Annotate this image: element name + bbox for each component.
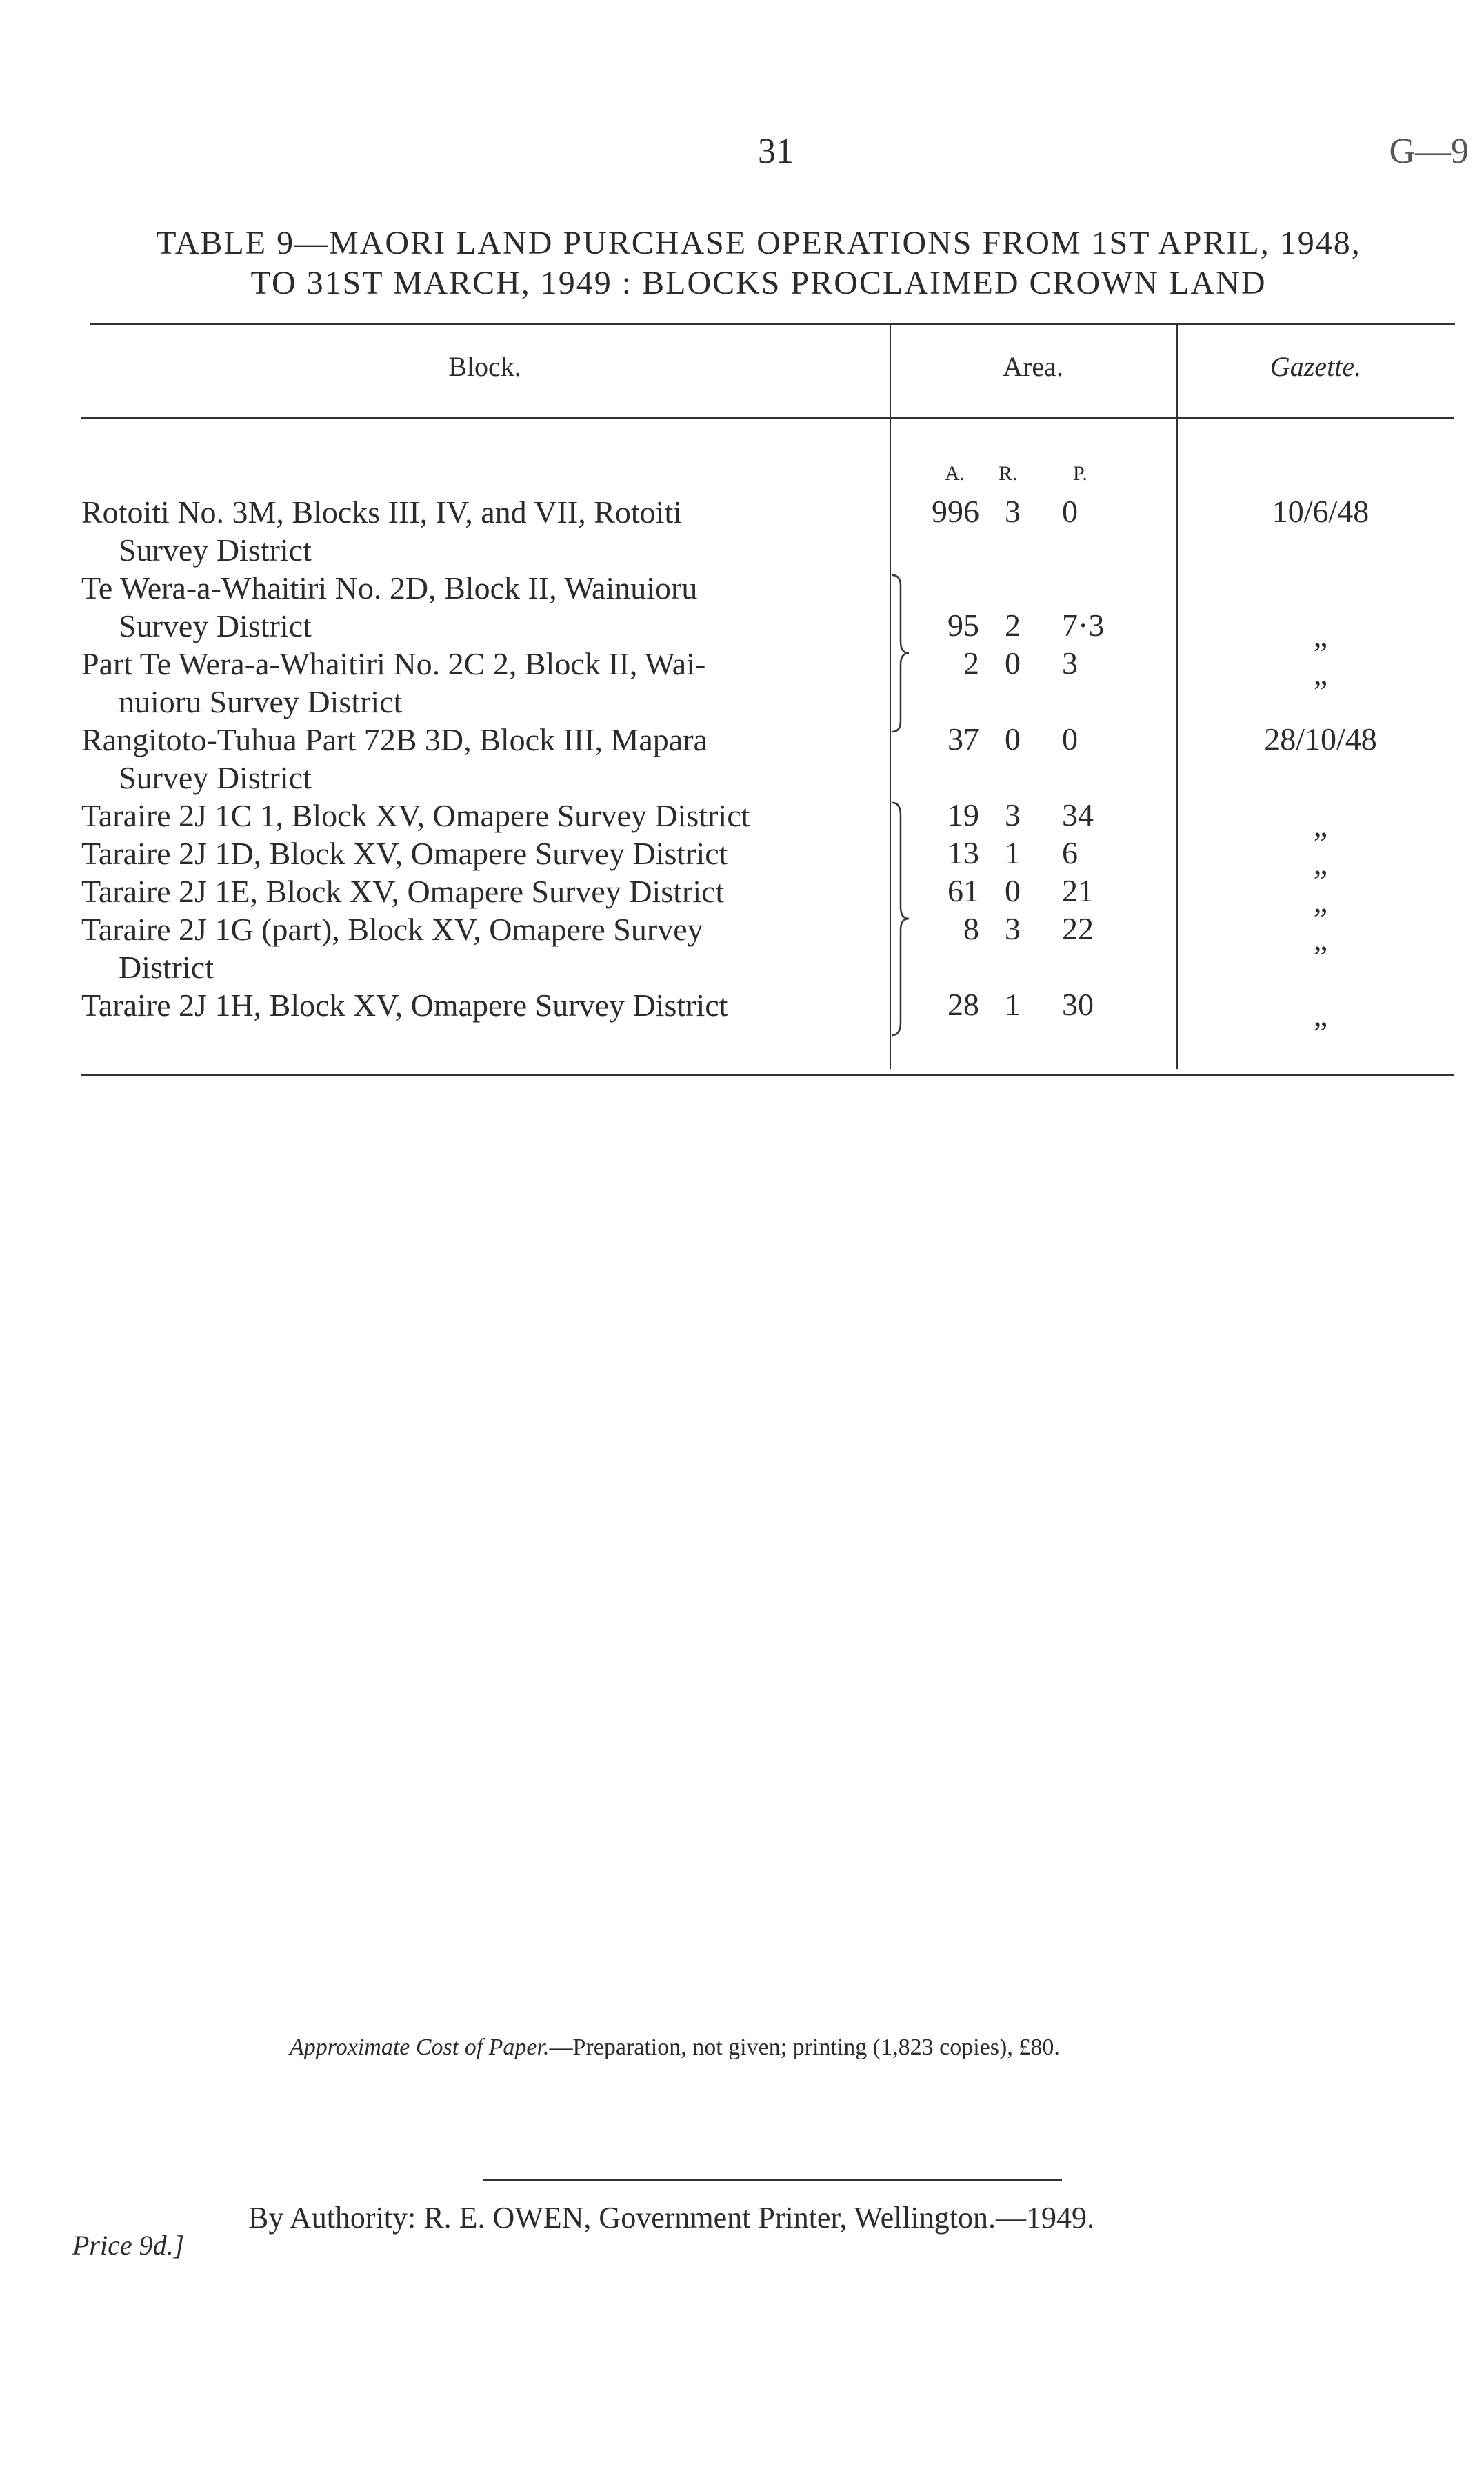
area-acres: 2 — [963, 646, 979, 681]
row-group-brace — [888, 572, 916, 734]
block-description-cont: Survey District — [119, 760, 312, 795]
area-roods: 3 — [1005, 911, 1021, 946]
area-roods: 1 — [1005, 987, 1021, 1022]
series-code: G—9 — [1389, 132, 1469, 171]
area-perches: 3 — [1062, 646, 1078, 681]
gazette-ditto: „ — [1313, 656, 1328, 691]
area-perches: 21 — [1062, 873, 1094, 908]
column-header-block: Block. — [448, 351, 521, 382]
area-acres: 8 — [963, 911, 979, 946]
gazette-ditto: „ — [1313, 808, 1328, 843]
area-roods: 0 — [1005, 646, 1021, 681]
area-roods: 2 — [1005, 608, 1021, 643]
table-row — [81, 872, 874, 910]
column-header-area: Area. — [1003, 351, 1063, 382]
block-description: Te Wera-a-Whaitiri No. 2D, Block II, Wainuioru — [81, 570, 698, 606]
area-perches: 22 — [1062, 911, 1094, 946]
table-row — [81, 834, 874, 872]
block-description-cont: Survey District — [119, 608, 312, 643]
area-roods: 0 — [1005, 721, 1021, 757]
area-perches: 7·3 — [1062, 608, 1105, 643]
table-row — [81, 910, 874, 986]
column-divider-area-gazette — [1176, 324, 1178, 1069]
block-description: Rotoiti No. 3M, Blocks III, IV, and VII, Rotoiti — [81, 494, 683, 530]
printer-authority: By Authority: R. E. OWEN, Government Printer, Wellington.—1949. — [248, 2201, 1094, 2235]
gazette-ditto: „ — [1313, 921, 1328, 957]
block-description: Rangitoto-Tuhua Part 72B 3D, Block III, Mapara — [81, 722, 708, 757]
block-description: Taraire 2J 1D, Block XV, Omapere Survey District — [81, 836, 728, 871]
gazette-ditto: „ — [1313, 997, 1328, 1032]
cost-label: Approximate Cost of Paper. — [290, 2035, 550, 2060]
gazette-ditto: „ — [1313, 618, 1328, 653]
unit-acres: A. — [945, 462, 965, 485]
table-row — [81, 986, 874, 1024]
price-label: Price 9d.] — [72, 2230, 185, 2261]
area-perches: 0 — [1062, 494, 1078, 529]
column-header-gazette: Gazette. — [1270, 351, 1362, 382]
cost-text: —Preparation, not given; printing (1,823 copies), £80. — [549, 2035, 1060, 2060]
block-description: Taraire 2J 1H, Block XV, Omapere Survey District — [81, 988, 728, 1023]
area-acres: 19 — [947, 797, 979, 832]
area-roods: 3 — [1005, 797, 1021, 832]
block-description-cont: District — [119, 950, 214, 985]
area-roods: 1 — [1005, 835, 1021, 870]
area-acres: 61 — [947, 873, 979, 908]
area-acres: 13 — [947, 835, 979, 870]
table-row — [81, 569, 874, 645]
area-perches: 6 — [1062, 835, 1078, 870]
area-acres: 28 — [947, 987, 979, 1022]
area-roods: 3 — [1005, 494, 1021, 529]
table-bottom-rule — [81, 1074, 1454, 1076]
table-row — [81, 721, 874, 797]
table-row — [81, 797, 874, 834]
block-description-cont: Survey District — [119, 532, 312, 568]
table-row — [81, 493, 874, 569]
area-roods: 0 — [1005, 873, 1021, 908]
gazette-ditto: „ — [1313, 883, 1328, 919]
table-title-line-2: TO 31ST MARCH, 1949 : BLOCKS PROCLAIMED CROWN LAND — [250, 265, 1267, 301]
block-description: Taraire 2J 1G (part), Block XV, Omapere Survey — [81, 912, 703, 947]
block-description: Taraire 2J 1C 1, Block XV, Omapere Survey District — [81, 798, 750, 833]
page-number: 31 — [758, 132, 794, 171]
area-perches: 30 — [1062, 987, 1094, 1022]
area-acres: 95 — [947, 608, 979, 643]
area-perches: 34 — [1062, 797, 1094, 832]
gazette-date: 10/6/48 — [1272, 494, 1370, 529]
table-title-line-1: TABLE 9—MAORI LAND PURCHASE OPERATIONS FROM 1ST APRIL, 1948, — [156, 225, 1361, 261]
row-group-brace — [888, 800, 916, 1038]
table-header-rule — [81, 417, 1454, 419]
block-description: Taraire 2J 1E, Block XV, Omapere Survey District — [81, 874, 725, 909]
gazette-ditto: „ — [1313, 846, 1328, 881]
footer-rule — [483, 2179, 1062, 2181]
table-top-rule — [90, 323, 1455, 325]
cost-of-paper-note — [290, 2035, 1255, 2061]
area-acres: 996 — [932, 494, 979, 529]
area-acres: 37 — [947, 721, 979, 757]
area-perches: 0 — [1062, 721, 1078, 757]
block-description: Part Te Wera-a-Whaitiri No. 2C 2, Block II, Wai- — [81, 646, 706, 681]
table-row — [81, 645, 874, 721]
gazette-date: 28/10/48 — [1264, 721, 1377, 757]
unit-roods: R. — [999, 462, 1018, 485]
unit-perches: P. — [1073, 462, 1087, 485]
block-description-cont: nuioru Survey District — [119, 684, 403, 719]
